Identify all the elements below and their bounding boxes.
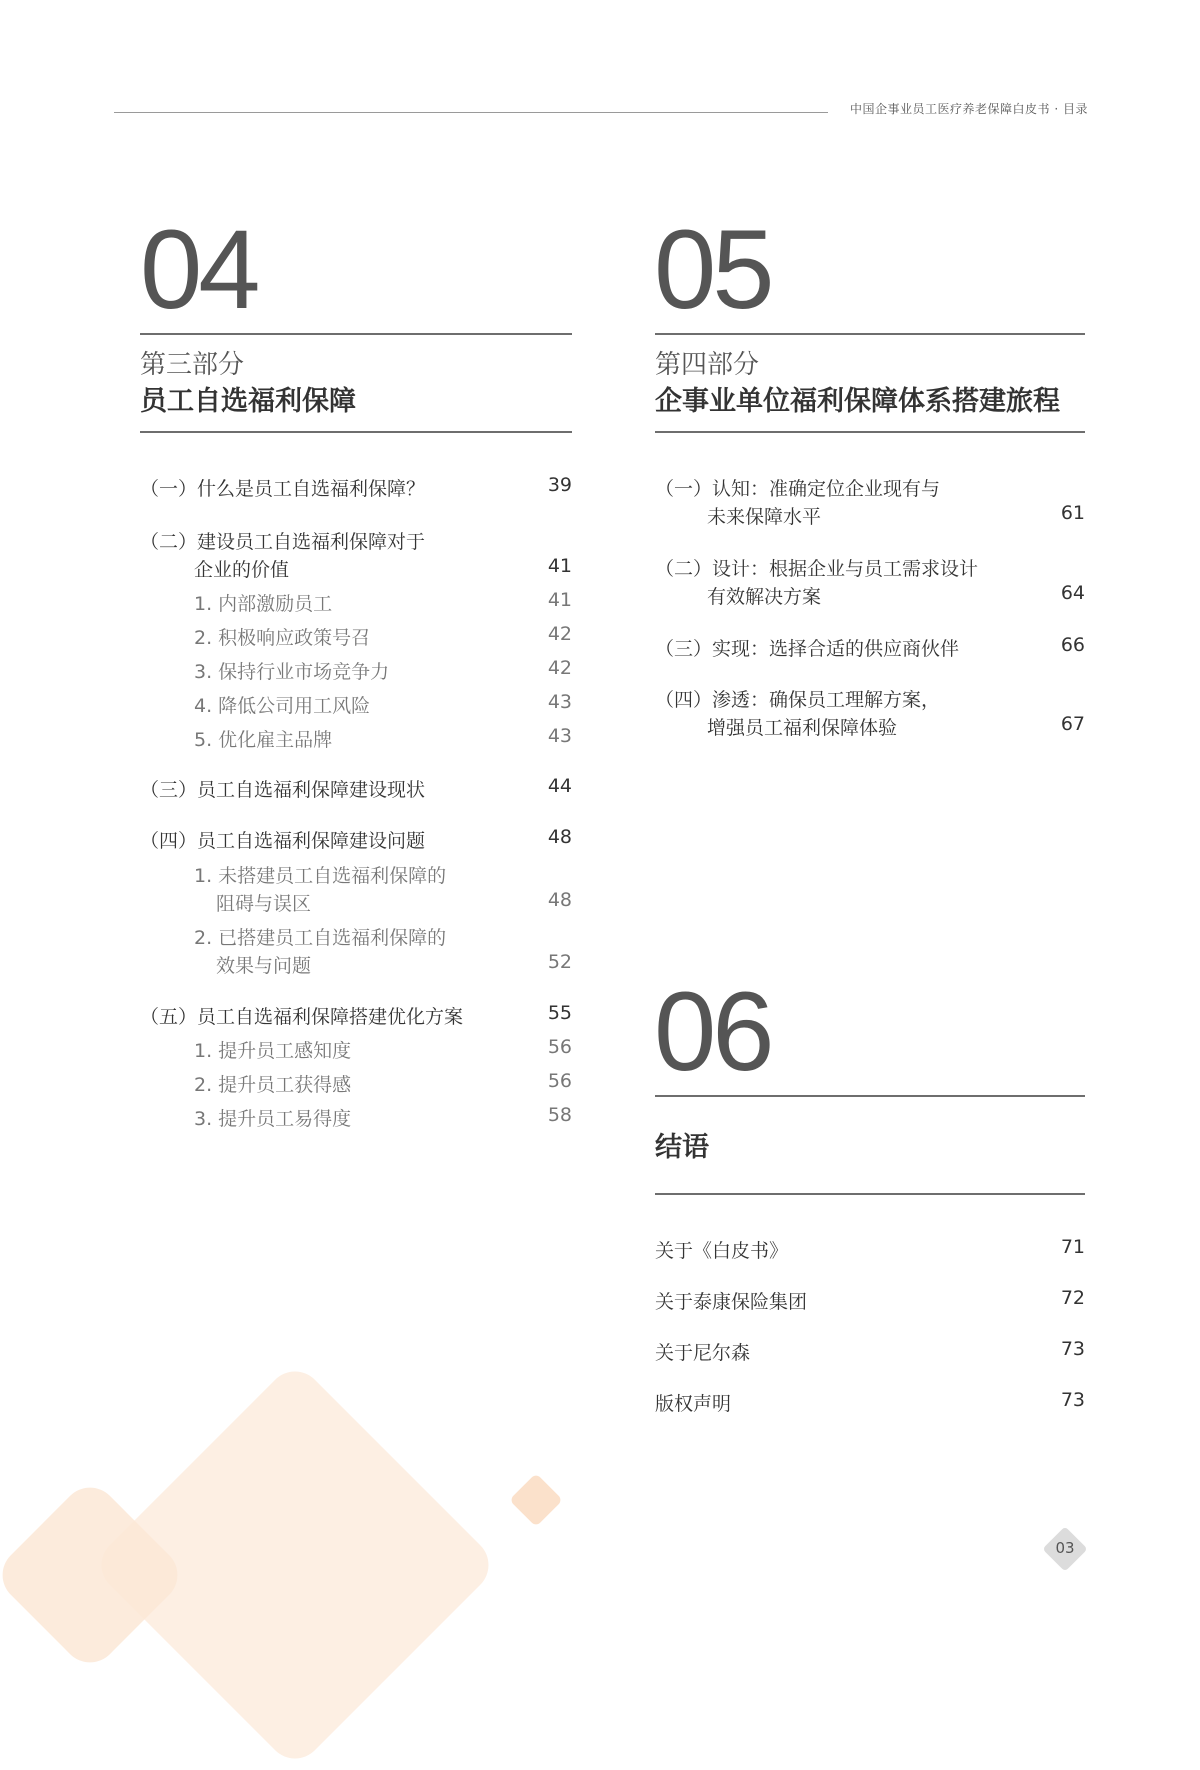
toc-item-page: 39 xyxy=(547,474,572,496)
toc-item-label: （三）员工自选福利保障建设现状 xyxy=(140,779,426,801)
page-number-badge xyxy=(1043,1527,1087,1571)
toc-subitem[interactable] xyxy=(194,589,572,617)
toc-subitem[interactable] xyxy=(194,923,572,979)
toc-item-page: 73 xyxy=(1060,1338,1085,1360)
toc-item-label: 版权声明 xyxy=(655,1393,732,1415)
toc-item-label: （一）认知：准确定位企业现有与 xyxy=(655,478,941,500)
toc-item[interactable] xyxy=(140,474,572,502)
toc-subitem-page: 52 xyxy=(547,951,572,973)
header-title: 中国企事业员工医疗养老保障白皮书 · 目录 xyxy=(850,102,1088,116)
toc-subitem-page: 58 xyxy=(547,1104,572,1126)
toc-item-label: 关于泰康保险集团 xyxy=(655,1291,808,1313)
section-05-part-label: 第四部分 xyxy=(655,350,760,380)
decorative-diamond-small xyxy=(509,1473,563,1527)
toc-item-label-line2: 增强员工福利保障体验 xyxy=(707,717,898,739)
toc-item-page: 67 xyxy=(1060,713,1085,735)
section-04-part-label: 第三部分 xyxy=(140,350,245,380)
toc-subitem-label: 2. 积极响应政策号召 xyxy=(194,627,371,649)
toc-item[interactable] xyxy=(655,474,1085,530)
toc-subitem[interactable] xyxy=(194,1104,572,1132)
toc-item-page: 61 xyxy=(1060,502,1085,524)
section-05-top-rule xyxy=(655,333,1085,335)
toc-subitem-label: 1. 未搭建员工自选福利保障的 xyxy=(194,865,447,887)
toc-subitem-page: 56 xyxy=(547,1070,572,1092)
toc-subitem-label: 1. 提升员工感知度 xyxy=(194,1040,352,1062)
toc-item[interactable] xyxy=(655,685,1085,741)
toc-item[interactable] xyxy=(655,1236,1085,1264)
section-05-title: 企事业单位福利保障体系搭建旅程 xyxy=(655,386,1060,417)
toc-subitem[interactable] xyxy=(194,691,572,719)
toc-subitem-page: 56 xyxy=(547,1036,572,1058)
toc-item-label: （二）设计：根据企业与员工需求设计 xyxy=(655,558,979,580)
toc-subitem-page: 43 xyxy=(547,725,572,747)
toc-subitem-label: 1. 内部激励员工 xyxy=(194,593,333,615)
toc-item-label: （一）什么是员工自选福利保障？ xyxy=(140,478,426,500)
section-number-04: 04 xyxy=(140,207,257,332)
toc-subitem[interactable] xyxy=(194,725,572,753)
toc-subitem-label-line2: 效果与问题 xyxy=(216,955,312,977)
toc-subitem-label-line2: 阻碍与误区 xyxy=(216,893,312,915)
toc-item-page: 66 xyxy=(1060,634,1085,656)
toc-item[interactable] xyxy=(655,1338,1085,1366)
toc-subitem-page: 42 xyxy=(547,657,572,679)
toc-item[interactable] xyxy=(140,775,572,803)
toc-subitem-label: 5. 优化雇主品牌 xyxy=(194,729,333,751)
header-rule xyxy=(114,112,828,113)
toc-item-page: 64 xyxy=(1060,582,1085,604)
section-06-top-rule xyxy=(655,1095,1085,1097)
section-04-title: 员工自选福利保障 xyxy=(140,386,356,417)
toc-item-label: （三）实现：选择合适的供应商伙伴 xyxy=(655,638,960,660)
toc-subitem[interactable] xyxy=(194,861,572,917)
toc-subitem-page: 42 xyxy=(547,623,572,645)
toc-item-label: 关于尼尔森 xyxy=(655,1342,751,1364)
section-04-top-rule xyxy=(140,333,572,335)
toc-subitem[interactable] xyxy=(194,623,572,651)
section-number-06: 06 xyxy=(654,969,771,1094)
toc-subitem-label: 2. 已搭建员工自选福利保障的 xyxy=(194,927,447,949)
toc-item-page: 48 xyxy=(547,826,572,848)
section-06-title: 结语 xyxy=(655,1132,709,1163)
toc-item[interactable] xyxy=(655,1389,1085,1417)
section-04-bottom-rule xyxy=(140,431,572,433)
toc-subitem-label: 4. 降低公司用工风险 xyxy=(194,695,371,717)
toc-item[interactable] xyxy=(140,1002,572,1030)
toc-item-label-line2: 企业的价值 xyxy=(194,559,290,581)
toc-item[interactable] xyxy=(655,634,1085,662)
toc-item-page: 72 xyxy=(1060,1287,1085,1309)
toc-item-label: （五）员工自选福利保障搭建优化方案 xyxy=(140,1006,464,1028)
toc-item-label: 关于《白皮书》 xyxy=(655,1240,789,1262)
toc-item-label-line2: 有效解决方案 xyxy=(707,586,822,608)
toc-item[interactable] xyxy=(140,527,572,583)
toc-item-page: 73 xyxy=(1060,1389,1085,1411)
section-06-bottom-rule xyxy=(655,1193,1085,1195)
toc-subitem-label: 3. 保持行业市场竞争力 xyxy=(194,661,390,683)
toc-item-label-line2: 未来保障水平 xyxy=(707,506,822,528)
toc-subitem-page: 41 xyxy=(547,589,572,611)
toc-subitem-page: 43 xyxy=(547,691,572,713)
toc-item[interactable] xyxy=(140,826,572,854)
toc-item-label: （四）员工自选福利保障建设问题 xyxy=(140,830,426,852)
toc-item-page: 55 xyxy=(547,1002,572,1024)
section-number-05: 05 xyxy=(654,207,771,332)
toc-subitem-page: 48 xyxy=(547,889,572,911)
toc-item[interactable] xyxy=(655,1287,1085,1315)
toc-subitem[interactable] xyxy=(194,1070,572,1098)
section-05-bottom-rule xyxy=(655,431,1085,433)
page-number: 03 xyxy=(1055,1539,1075,1557)
toc-item-page: 44 xyxy=(547,775,572,797)
toc-item[interactable] xyxy=(655,554,1085,610)
toc-item-page: 41 xyxy=(547,555,572,577)
toc-subitem-label: 2. 提升员工获得感 xyxy=(194,1074,352,1096)
toc-item-page: 71 xyxy=(1060,1236,1085,1258)
toc-item-label: （四）渗透：确保员工理解方案， xyxy=(655,689,941,711)
toc-subitem-label: 3. 提升员工易得度 xyxy=(194,1108,352,1130)
toc-subitem[interactable] xyxy=(194,1036,572,1064)
toc-item-label: （二）建设员工自选福利保障对于 xyxy=(140,531,426,553)
toc-subitem[interactable] xyxy=(194,657,572,685)
